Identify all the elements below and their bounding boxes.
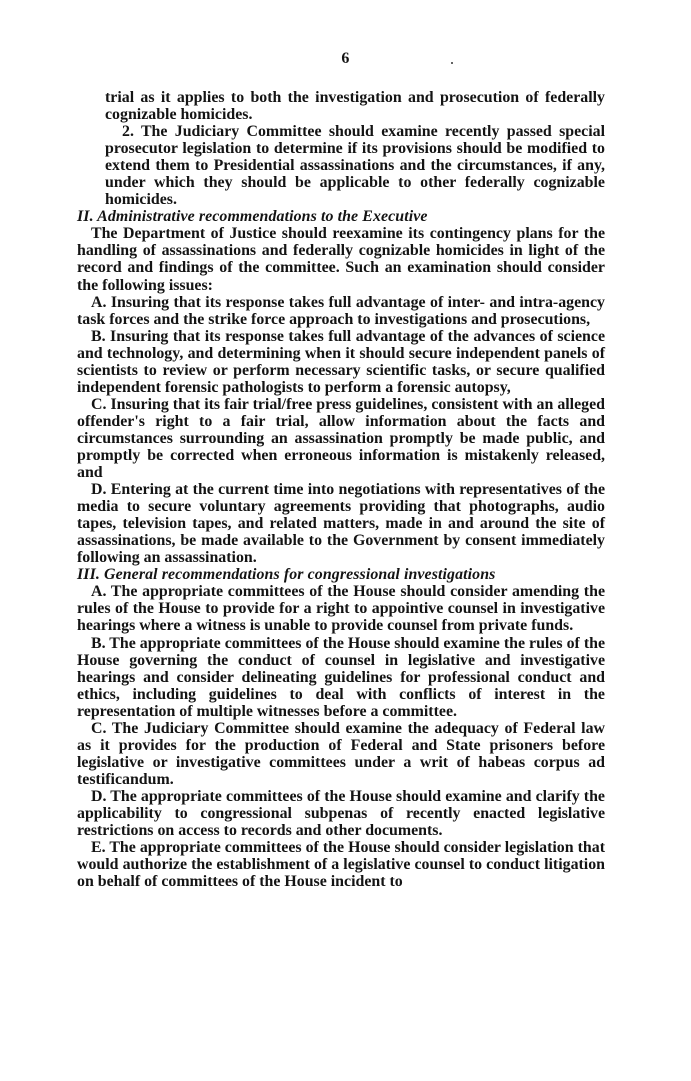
intro-item-2: 2. The Judiciary Committee should examine recently passed special prosecutor legislation to determine if its provisions should be modified to extend them to Presidential assassinations and the circumstances, if any, under which they should be applicable to other federally cognizable homicides. <box>105 123 605 209</box>
section-2-item-d: D. Entering at the current time into negotiations with representatives of the media to secure voluntary agreements providing that photographs, audio tapes, television tapes, and related matters, made in and around the site of assassinations, be made available to the Government by consent immediately following an assassination. <box>77 481 605 567</box>
section-3-item-b: B. The appropriate committees of the House should examine the rules of the House governing the conduct of counsel in legislative and investigative hearings and consider delineating guidelines for professional conduct and ethics, including guidelines to deal with conflicts of interest in the representation of multiple witnesses before a committee. <box>77 634 605 720</box>
section-2-intro: The Department of Justice should reexamine its contingency plans for the handling of assassinations and federally cognizable homicides in light of the record and findings of the committee. Such an examination should consider the following issues: <box>77 225 605 294</box>
body-text <box>77 89 605 890</box>
section-3-item-c: C. The Judiciary Committee should examine the adequacy of Federal law as it provides for the production of Federal and State prisoners before legislative or investigative committees under a writ of habeas corpus ad testificandum. <box>77 719 605 788</box>
page-mark <box>451 62 453 64</box>
section-2-item-a: A. Insuring that its response takes full advantage of inter- and intra-agency task forces and the strike force approach to investigations and prosecutions, <box>77 293 605 328</box>
section-3-item-a: A. The appropriate committees of the House should consider amending the rules of the House to provide for a right to appointive counsel in investigative hearings where a witness is unable to provide counsel from private funds. <box>77 583 605 635</box>
section-2-item-b: B. Insuring that its response takes full advantage of the advances of science and technology, and determining when it should secure independent panels of scientists to review or perform necessary scientific tasks, or secure qualified independent forensic pathologists to perform a forensic autopsy, <box>77 327 605 396</box>
section-3-item-e: E. The appropriate committees of the House should consider legislation that would authorize the establishment of a legislative counsel to conduct litigation on behalf of committees of the House incident to <box>77 839 605 891</box>
section-2-heading: II. Administrative recommendations to the Executive <box>77 208 428 226</box>
section-3-heading: III. General recommendations for congressional investigations <box>77 566 496 584</box>
section-3-item-d: D. The appropriate committees of the House should examine and clarify the applicability to congressional subpenas of recently enacted legislative restrictions on access to records and other documents. <box>77 787 605 840</box>
intro-continuation: trial as it applies to both the investigation and prosecution of federally cognizable homicides. <box>105 89 605 124</box>
intro-block <box>77 89 605 208</box>
section-2-item-c: C. Insuring that its fair trial/free press guidelines, consistent with an alleged offender's right to a fair trial, allow information about the facts and circumstances surrounding an assassination promptly be made public, and promptly be corrected when erroneous information is mistakenly released, and <box>77 395 605 482</box>
page-number: 6 <box>341 50 350 67</box>
